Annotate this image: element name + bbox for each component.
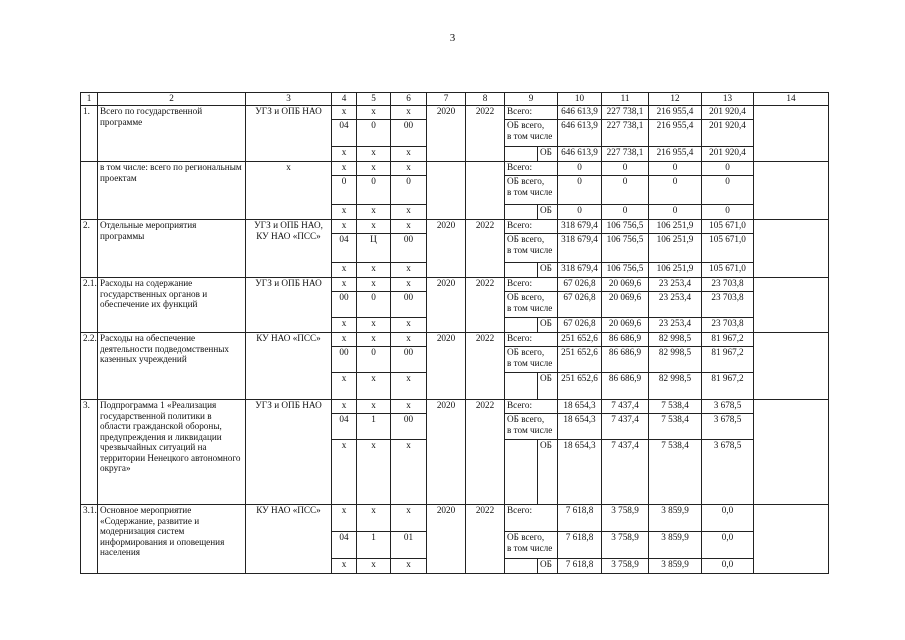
code-cell: х [332,106,357,120]
source-label-line: в том числе [507,424,553,435]
source-label: ОБ [538,373,558,400]
amount-cell: 0 [558,176,602,205]
code-cell: х [332,333,357,347]
source-label-line: ОБ всего, [507,347,545,357]
amount-cell: 18 654,3 [558,414,602,440]
code-cell: х [357,106,391,120]
code-cell: х [391,147,427,162]
source-spacer [505,373,538,400]
source-spacer [505,205,538,220]
code-cell: х [332,162,357,176]
amount-cell: 3 678,5 [702,414,754,440]
amount-cell: 7 538,4 [649,400,702,414]
code-cell: 00 [391,414,427,440]
source-label: ОБ [538,318,558,333]
amount-cell: 20 069,6 [602,278,649,292]
code-cell: х [332,205,357,220]
code-cell: 00 [391,120,427,147]
amount-cell: 67 026,8 [558,318,602,333]
code-cell: 00 [391,292,427,318]
code-cell: 0 [357,347,391,373]
amount-cell: 646 613,9 [558,106,602,120]
amount-cell: 3 758,9 [602,532,649,559]
amount-cell: 106 251,9 [649,220,702,234]
year-from: 2020 [427,333,466,400]
code-cell: х [332,147,357,162]
program-finance-table [80,92,829,574]
code-cell: 0 [332,176,357,205]
amount-cell: 227 738,1 [602,106,649,120]
source-label: ОБ [538,263,558,278]
amount-cell: 251 652,6 [558,333,602,347]
code-cell: х [357,505,391,532]
source-label [505,414,558,440]
row-executor: х [246,162,332,220]
notes-cell [754,278,829,333]
code-cell: х [332,400,357,414]
code-cell: х [391,440,427,505]
amount-cell: 106 251,9 [649,234,702,263]
year-to: 2022 [466,333,505,400]
code-cell: х [357,440,391,505]
code-cell: х [357,278,391,292]
source-label-line: в том числе [507,244,553,255]
code-cell: 1 [357,532,391,559]
code-cell: х [391,373,427,400]
amount-cell: 105 671,0 [702,263,754,278]
amount-cell: 23 253,4 [649,318,702,333]
source-spacer [505,559,538,574]
header-cell: 9 [505,93,558,106]
code-cell: 0 [357,292,391,318]
code-cell: х [391,205,427,220]
source-label [505,234,558,263]
table-row [81,220,829,234]
amount-cell: 3 758,9 [602,559,649,574]
amount-cell: 23 253,4 [649,292,702,318]
amount-cell: 106 756,5 [602,220,649,234]
header-cell: 4 [332,93,357,106]
amount-cell: 318 679,4 [558,263,602,278]
amount-cell: 20 069,6 [602,292,649,318]
amount-cell: 82 998,5 [649,373,702,400]
amount-cell: 3 859,9 [649,532,702,559]
source-label-line: в том числе [507,302,553,313]
code-cell: х [357,205,391,220]
code-cell: х [357,147,391,162]
amount-cell: 318 679,4 [558,220,602,234]
amount-cell: 0 [649,205,702,220]
code-cell: х [332,278,357,292]
amount-cell: 3 859,9 [649,505,702,532]
amount-cell: 82 998,5 [649,347,702,373]
row-number: 2.2. [81,333,98,400]
amount-cell: 0,0 [702,532,754,559]
code-cell: 00 [391,234,427,263]
source-label: ОБ [538,147,558,162]
row-number: 3.1. [81,505,98,574]
header-cell: 1 [81,93,98,106]
header-cell: 12 [649,93,702,106]
amount-cell: 3 758,9 [602,505,649,532]
amount-cell: 646 613,9 [558,120,602,147]
amount-cell: 105 671,0 [702,220,754,234]
source-label [505,347,558,373]
amount-cell: 106 756,5 [602,263,649,278]
source-label-line: в том числе [507,186,553,197]
header-cell: 3 [246,93,332,106]
amount-cell: 0 [558,205,602,220]
code-cell: 0 [357,176,391,205]
code-cell: х [391,505,427,532]
year-from: 2020 [427,400,466,505]
amount-cell: 20 069,6 [602,318,649,333]
amount-cell: 227 738,1 [602,147,649,162]
code-cell: 04 [332,234,357,263]
code-cell: 1 [357,414,391,440]
source-label-line: в том числе [507,357,553,368]
amount-cell: 3 678,5 [702,400,754,414]
amount-cell: 105 671,0 [702,234,754,263]
table-row [81,333,829,347]
year-from: 2020 [427,505,466,574]
code-cell: х [391,220,427,234]
table-row [81,162,829,176]
source-label [505,532,558,559]
amount-cell: 0 [702,176,754,205]
row-name: Расходы на содержание государственных органов и обеспечение их функций [98,278,246,333]
code-cell: х [391,318,427,333]
amount-cell: 3 859,9 [649,559,702,574]
code-cell: 04 [332,532,357,559]
code-cell: 0 [391,176,427,205]
year-from: 2020 [427,106,466,162]
code-cell: х [357,162,391,176]
source-label-line: ОБ всего, [507,176,545,186]
header-cell: 13 [702,93,754,106]
row-name: Основное мероприятие «Содержание, развитие и модернизация систем информирования и оповещения населения [98,505,246,574]
row-executor: УГЗ и ОПБ НАО [246,106,332,162]
amount-cell: 81 967,2 [702,347,754,373]
amount-cell: 67 026,8 [558,292,602,318]
amount-cell: 106 251,9 [649,263,702,278]
code-cell: 00 [332,347,357,373]
row-number: 3. [81,400,98,505]
amount-cell: 18 654,3 [558,400,602,414]
amount-cell: 216 955,4 [649,120,702,147]
amount-cell: 7 437,4 [602,440,649,505]
source-label: ОБ [538,440,558,505]
amount-cell: 106 756,5 [602,234,649,263]
code-cell: 00 [332,292,357,318]
row-name: Отдельные мероприятия программы [98,220,246,278]
amount-cell: 86 686,9 [602,373,649,400]
row-executor: КУ НАО «ПСС» [246,505,332,574]
code-cell: х [357,220,391,234]
amount-cell: 0 [649,176,702,205]
amount-cell: 7 437,4 [602,414,649,440]
amount-cell: 23 253,4 [649,278,702,292]
year-to [466,162,505,220]
code-cell: х [332,559,357,574]
page-number: 3 [449,32,456,44]
row-executor: КУ НАО «ПСС» [246,333,332,400]
source-label [505,292,558,318]
header-cell: 7 [427,93,466,106]
source-label: Всего: [505,278,558,292]
table-row [81,106,829,120]
header-cell: 5 [357,93,391,106]
amount-cell: 201 920,4 [702,106,754,120]
header-row [81,93,829,106]
source-label: Всего: [505,162,558,176]
code-cell: 04 [332,414,357,440]
header-cell: 2 [98,93,246,106]
row-name: Всего по государственной программе [98,106,246,162]
source-spacer [505,263,538,278]
amount-cell: 0 [558,162,602,176]
notes-cell [754,400,829,505]
code-cell: 00 [391,347,427,373]
code-cell: 0 [357,120,391,147]
amount-cell: 23 703,8 [702,292,754,318]
row-number: 2.1. [81,278,98,333]
year-from: 2020 [427,220,466,278]
amount-cell: 0,0 [702,505,754,532]
amount-cell: 67 026,8 [558,278,602,292]
amount-cell: 86 686,9 [602,333,649,347]
source-label: Всего: [505,333,558,347]
notes-cell [754,333,829,400]
year-from [427,162,466,220]
table-row [81,400,829,414]
header-cell: 14 [754,93,829,106]
year-to: 2022 [466,400,505,505]
amount-cell: 7 437,4 [602,400,649,414]
amount-cell: 201 920,4 [702,120,754,147]
amount-cell: 0,0 [702,559,754,574]
amount-cell: 0 [702,162,754,176]
header-cell: 10 [558,93,602,106]
amount-cell: 0 [649,162,702,176]
source-label-line: ОБ всего, [507,234,545,244]
source-label: Всего: [505,400,558,414]
code-cell: х [332,318,357,333]
source-label-line: в том числе [507,130,553,141]
code-cell: х [332,440,357,505]
row-name: Подпрограмма 1 «Реализация государственной политики в области гражданской обороны, предупреждения и ликвидации чрезвычайных ситуаций на территории Ненецкого автономного округа» [98,400,246,505]
amount-cell: 82 998,5 [649,333,702,347]
source-spacer [505,318,538,333]
amount-cell: 227 738,1 [602,120,649,147]
notes-cell [754,162,829,220]
source-label: Всего: [505,106,558,120]
year-to: 2022 [466,505,505,574]
code-cell: 04 [332,120,357,147]
source-label-line: ОБ всего, [507,532,545,542]
amount-cell: 251 652,6 [558,347,602,373]
code-cell: х [357,400,391,414]
code-cell: х [357,318,391,333]
source-label-line: ОБ всего, [507,414,545,424]
row-name: в том числе: всего по региональным проектам [98,162,246,220]
notes-cell [754,106,829,162]
code-cell: х [391,162,427,176]
row-executor: УГЗ и ОПБ НАО [246,400,332,505]
header-cell: 6 [391,93,427,106]
notes-cell [754,220,829,278]
code-cell: х [391,400,427,414]
code-cell: х [332,263,357,278]
year-from: 2020 [427,278,466,333]
amount-cell: 216 955,4 [649,106,702,120]
amount-cell: 23 703,8 [702,278,754,292]
code-cell: х [391,278,427,292]
amount-cell: 0 [602,176,649,205]
code-cell: х [391,263,427,278]
amount-cell: 201 920,4 [702,147,754,162]
amount-cell: 7 538,4 [649,440,702,505]
year-to: 2022 [466,278,505,333]
code-cell: х [357,373,391,400]
amount-cell: 318 679,4 [558,234,602,263]
source-label [505,120,558,147]
year-to: 2022 [466,106,505,162]
amount-cell: 23 703,8 [702,318,754,333]
source-label: Всего: [505,220,558,234]
source-spacer [505,147,538,162]
code-cell: Ц [357,234,391,263]
header-cell: 11 [602,93,649,106]
code-cell: х [357,333,391,347]
row-number [81,162,98,220]
amount-cell: 7 618,8 [558,505,602,532]
source-label: ОБ [538,205,558,220]
source-label [505,176,558,205]
amount-cell: 7 618,8 [558,532,602,559]
source-label-line: в том числе [507,542,553,553]
row-number: 2. [81,220,98,278]
amount-cell: 0 [602,205,649,220]
code-cell: х [391,106,427,120]
amount-cell: 86 686,9 [602,347,649,373]
source-label: Всего: [505,505,558,532]
amount-cell: 81 967,2 [702,373,754,400]
row-number: 1. [81,106,98,162]
code-cell: х [391,559,427,574]
year-to: 2022 [466,220,505,278]
amount-cell: 0 [602,162,649,176]
row-name: Расходы на обеспечение деятельности подведомственных казенных учреждений [98,333,246,400]
code-cell: х [332,220,357,234]
code-cell: х [357,263,391,278]
row-executor: УГЗ и ОПБ НАО, КУ НАО «ПСС» [246,220,332,278]
amount-cell: 7 618,8 [558,559,602,574]
amount-cell: 251 652,6 [558,373,602,400]
amount-cell: 3 678,5 [702,440,754,505]
source-spacer [505,440,538,505]
table-row [81,278,829,292]
code-cell: х [357,559,391,574]
amount-cell: 81 967,2 [702,333,754,347]
notes-cell [754,505,829,574]
amount-cell: 646 613,9 [558,147,602,162]
amount-cell: 0 [702,205,754,220]
code-cell: х [332,373,357,400]
amount-cell: 216 955,4 [649,147,702,162]
table-row [81,505,829,532]
amount-cell: 18 654,3 [558,440,602,505]
source-label: ОБ [538,559,558,574]
code-cell: х [391,333,427,347]
code-cell: х [332,505,357,532]
header-cell: 8 [466,93,505,106]
row-executor: УГЗ и ОПБ НАО [246,278,332,333]
source-label-line: ОБ всего, [507,292,545,302]
code-cell: 01 [391,532,427,559]
amount-cell: 7 538,4 [649,414,702,440]
source-label-line: ОБ всего, [507,120,545,130]
